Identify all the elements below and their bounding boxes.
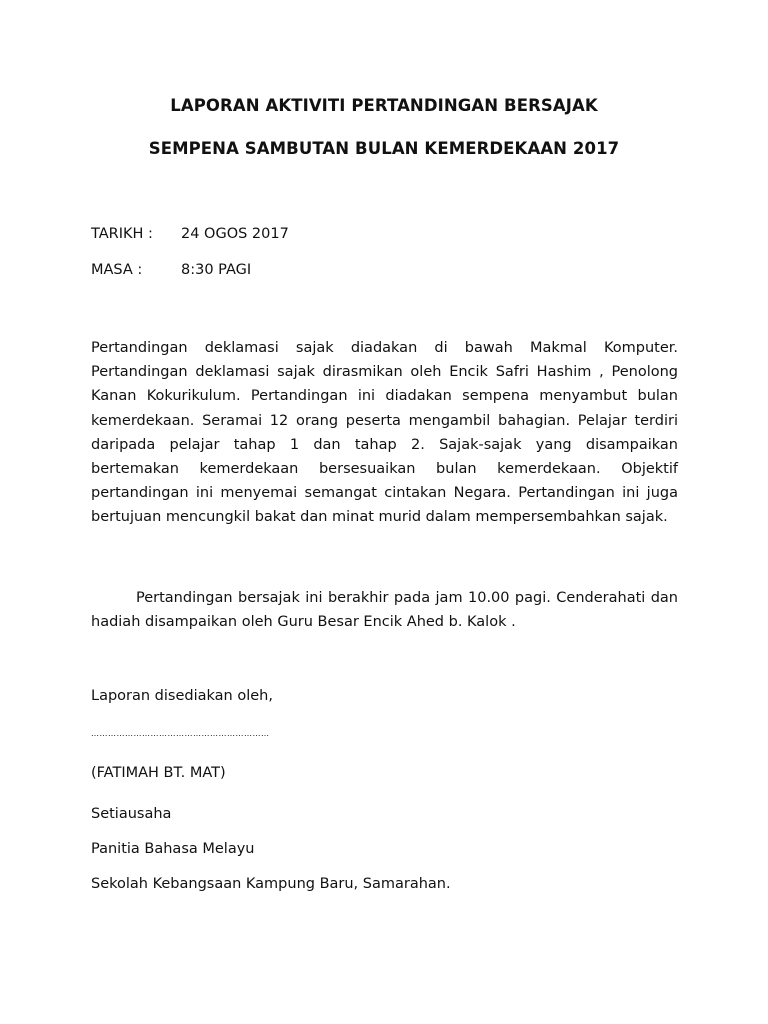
prepared-by-text: Laporan disediakan oleh, xyxy=(91,688,273,704)
signature-line: ……………………………………………………… xyxy=(91,729,270,738)
preparer-position: Setiausaha xyxy=(91,806,172,822)
preparer-name: (FATIMAH BT. MAT) xyxy=(91,765,226,781)
date-value: 24 OGOS 2017 xyxy=(181,226,289,242)
time-value: 8:30 PAGI xyxy=(181,262,252,278)
time-row xyxy=(91,262,251,278)
date-row xyxy=(91,226,289,242)
time-label: MASA : xyxy=(91,262,143,278)
panel-name: Panitia Bahasa Melayu xyxy=(91,841,255,857)
report-paragraph-1: Pertandingan deklamasi sajak diadakan di bawah Makmal Komputer. Pertandingan deklamasi sajak dirasmikan oleh Encik Safri Hashim , Penolong Kanan Kokurikulum. Pertandingan ini diadakan sempena menyambut bulan kemerdekaan. Seramai 12 orang peserta mengambil bahagian. Pelajar terdiri daripada pelajar tahap 1 dan tahap 2. Sajak-sajak yang disampaikan bertemakan kemerdekaan bersesuaikan bulan kemerdekaan. Objektif pertandingan ini menyemai semangat cintakan Negara. Pertandingan ini juga bertujuan mencungkil bakat dan minat murid dalam mempersembahkan sajak. xyxy=(91,340,678,526)
report-title-line-2: SEMPENA SAMBUTAN BULAN KEMERDEKAAN 2017 xyxy=(148,139,620,158)
date-label: TARIKH : xyxy=(91,226,153,242)
school-name: Sekolah Kebangsaan Kampung Baru, Samarahan. xyxy=(91,876,451,892)
report-title-line-1: LAPORAN AKTIVITI PERTANDINGAN BERSAJAK xyxy=(170,96,598,115)
report-paragraph-2: Pertandingan bersajak ini berakhir pada jam 10.00 pagi. Cenderahati dan hadiah disampaikan oleh Guru Besar Encik Ahed b. Kalok . xyxy=(91,590,678,631)
